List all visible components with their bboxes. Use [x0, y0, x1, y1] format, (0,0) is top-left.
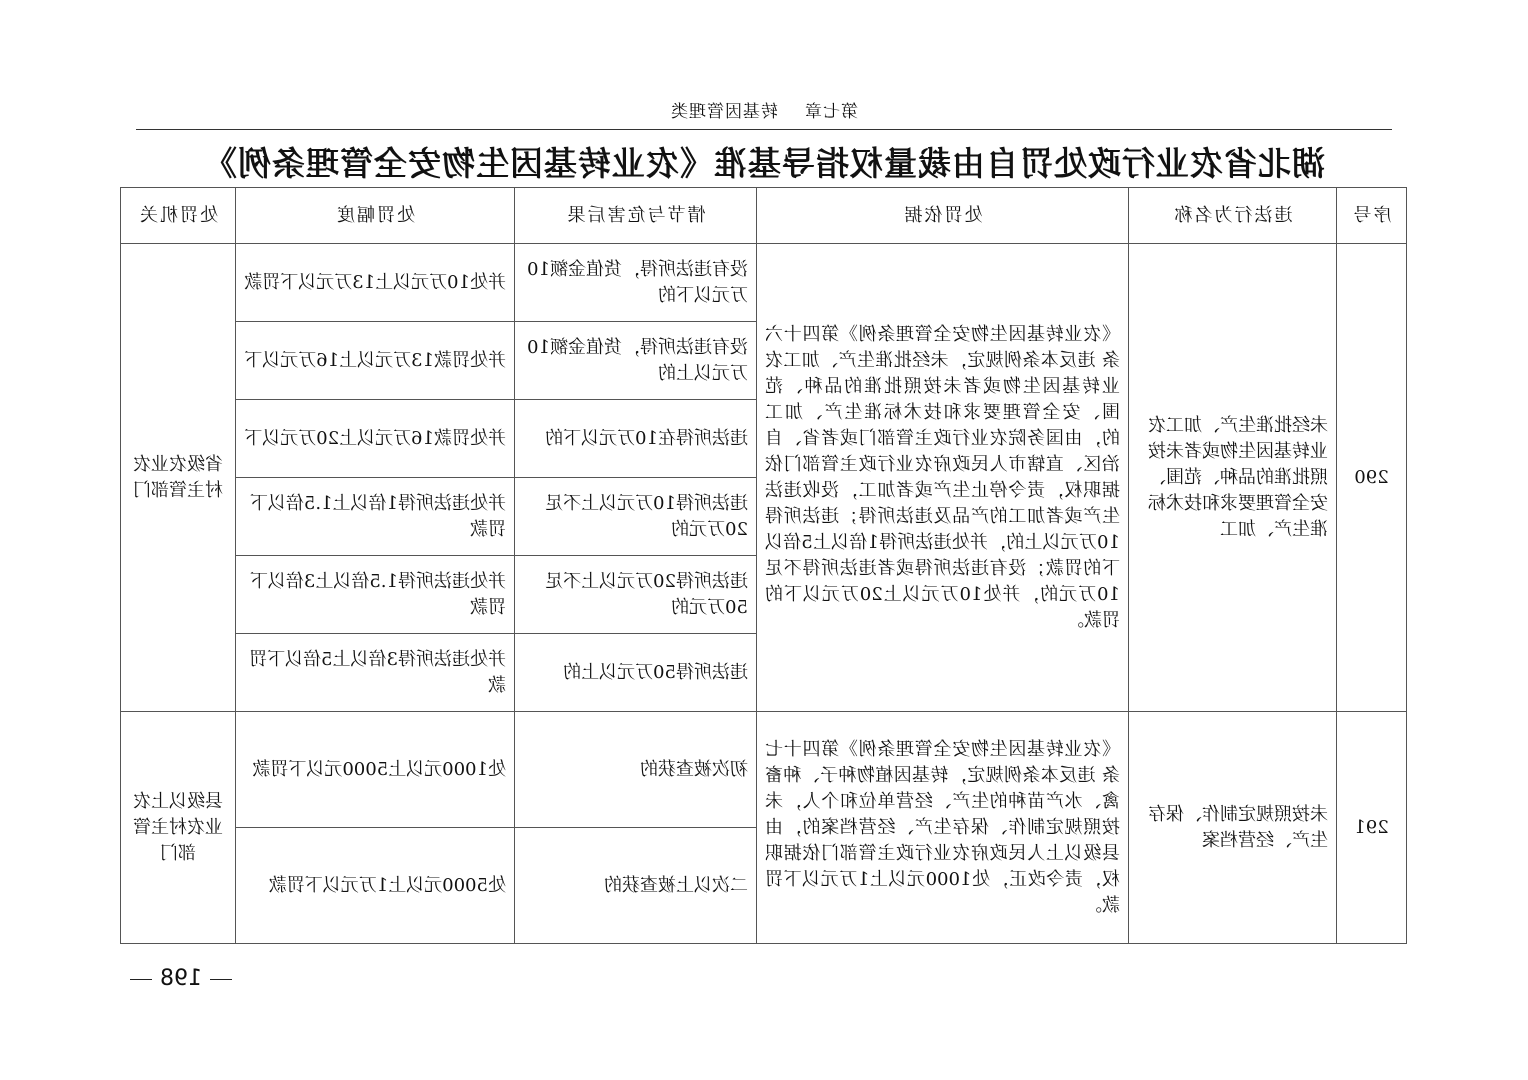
row-agency: 省级农业农村主管部门 — [121, 244, 236, 712]
col-header-agency: 处罚机关 — [121, 188, 236, 244]
chapter-title: 转基因管理类 — [670, 102, 778, 122]
col-header-circumstance: 情节与危害后果 — [515, 188, 757, 244]
row-penalty: 并处违法所得1倍以上1.5倍以下罚款 — [236, 478, 515, 556]
page-title: 湖北省农业行政处罚自由裁量权指导基准《农业转基因生物安全管理条例》 — [203, 144, 1325, 183]
row-circumstance: 二次以上被查获的 — [515, 828, 757, 944]
row-basis: 《农业转基因生物安全管理条例》第四十六条 违反本条例规定，未经批准生产、加工农业转基因生物或者未按照批准的品种、范围、安全管理要求和技术标准生产、加工的，由国务院农业行政主管部门或者省、自治区、直辖市人民政府农业行政主管部门依据职权，责令停止生产或者加工，没收违法生产或者加工的产品及违法所得；违法所得10万元以上的，并处违法所得1倍以上5倍以下的罚款；没有违法所得或者违法所得不足10万元的，并处10万元以上20万元以下的罚款。 — [757, 244, 1129, 712]
running-header — [0, 97, 1528, 122]
col-header-no: 序号 — [1337, 188, 1407, 244]
row-no: 290 — [1337, 244, 1407, 712]
row-circumstance: 没有违法所得，货值金额10万元以上的 — [515, 322, 757, 400]
table-header-row — [121, 188, 1407, 244]
row-circumstance: 违法所得20万元以上不足50万元的 — [515, 556, 757, 634]
row-penalty: 处5000元以上1万元以下罚款 — [236, 828, 515, 944]
row-penalty: 并处罚款13万元以上16万元以下 — [236, 322, 515, 400]
col-header-behavior: 违法行为名称 — [1129, 188, 1337, 244]
table-row — [121, 712, 1407, 828]
row-no: 291 — [1337, 712, 1407, 944]
row-penalty: 并处罚款16万元以上20万元以下 — [236, 400, 515, 478]
page-number-value: 198 — [160, 966, 202, 991]
row-basis: 《农业转基因生物安全管理条例》第四十七条 违反本条例规定，转基因植物种子、种畜禽、水产苗种的生产、经营单位和个人，未按照规定制作、保存生产、经营档案的，由县级以上人民政府农业行政主管部门依据职权，责令改正，处1000元以上1万元以下罚款。 — [757, 712, 1129, 944]
row-circumstance: 没有违法所得，货值金额10万元以下的 — [515, 244, 757, 322]
table-row — [121, 244, 1407, 322]
row-penalty: 并处10万元以上13万元以下罚款 — [236, 244, 515, 322]
header-rule — [136, 129, 1392, 130]
row-penalty: 并处违法所得3倍以上5倍以下罚款 — [236, 634, 515, 712]
row-behavior: 未按照规定制作、保存生产、经营档案 — [1129, 712, 1337, 944]
row-circumstance: 违法所得在10万元以下的 — [515, 400, 757, 478]
page-number-dash — [130, 979, 152, 980]
row-penalty: 处1000元以上5000元以下罚款 — [236, 712, 515, 828]
page-number — [122, 966, 240, 991]
page-number-dash — [210, 979, 232, 980]
row-behavior: 未经批准生产、加工农业转基因生物或者未按照批准的品种、范围、安全管理要求和技术标准生产、加工 — [1129, 244, 1337, 712]
penalty-table — [120, 187, 1407, 944]
row-circumstance: 违法所得10万元以上不足20万元的 — [515, 478, 757, 556]
col-header-penalty: 处罚幅度 — [236, 188, 515, 244]
row-circumstance: 违法所得50万元以上的 — [515, 634, 757, 712]
chapter-number: 第七章 — [804, 102, 858, 122]
row-circumstance: 初次被查获的 — [515, 712, 757, 828]
row-agency: 县级以上农业农村主管部门 — [121, 712, 236, 944]
col-header-basis: 处罚依据 — [757, 188, 1129, 244]
row-penalty: 并处违法所得1.5倍以上3倍以下罚款 — [236, 556, 515, 634]
